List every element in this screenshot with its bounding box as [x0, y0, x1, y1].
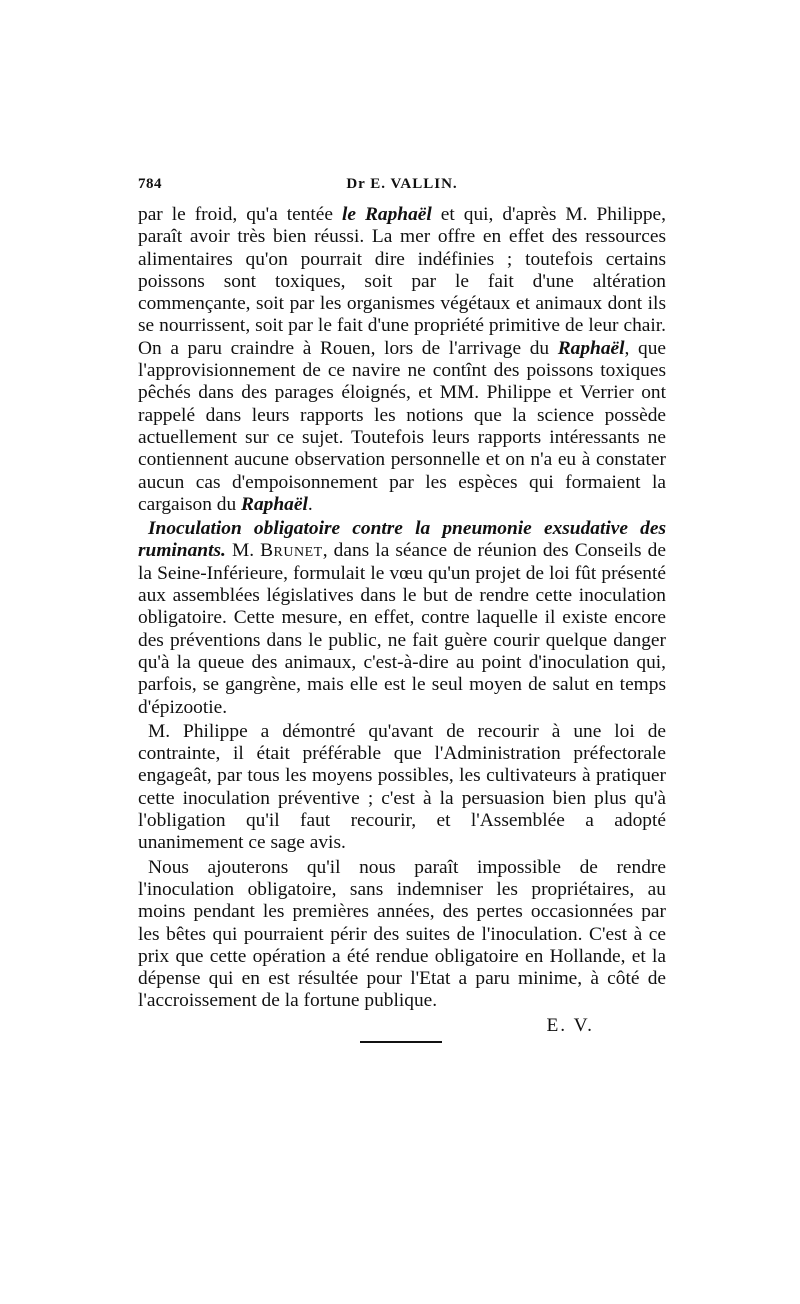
author-name-brunet: Brunet: [260, 540, 323, 562]
end-rule: [360, 1041, 442, 1043]
ship-name-italic: Raphaël: [557, 337, 625, 359]
paragraph-philippe: M. Philippe a démontré qu'avant de recourir à une loi de contrainte, il était préférable que l'Administration préfectorale engageât, par tous les moyens possibles, les cultivateurs à pratiquer cette inoculation préventive ; c'est à la persuasion bien plus qu'à l'obligation qu'il faut recourir, et l'Assemblée a adopté unanimement ce sage avis.: [138, 720, 666, 854]
paragraph-inoculation: [138, 518, 666, 719]
paragraph-raphael-part-c: et qui, d'après M. Philippe, paraît avoir très bien réussi. La mer offre en effet des ressources alimentaires qu'on pourrait dire indéfinies ; toutefois certains poissons sont toxiques, soit par le fait d'une altération commençante, soit par les organismes végétaux et animaux dont ils se nourrissent, soit par le fait d'une propriété primitive de leur chair. On a paru craindre à Rouen, lors de l'arrivage du: [138, 204, 666, 359]
paragraph-conclusion: Nous ajouterons qu'il nous paraît impossible de rendre l'inoculation obligatoire, sans indemniser les propriétaires, au moins pendant les premières années, des pertes occasionnées par les bêtes qui pourraient périr des suites de l'inoculation. C'est à ce prix que cette opération a été rendue obligatoire en Hollande, et la dépense qui en est résultée pour l'Etat a paru minime, à côté de l'accroissement de la fortune publique.: [138, 856, 666, 1012]
running-head: [138, 176, 666, 204]
body-text: [138, 204, 666, 1013]
paragraph-raphael-part-e: , que l'approvisionnement de ce navire ne contînt des poissons toxiques pêchés dans des parages éloignés, et MM. Philippe et Verrier ont rappelé dans leurs rapports les notions que la science possède actuellement sur ce sujet. Toutefois leurs rapports intéressants ne contiennent aucune observation personnelle et on n'a eu à constater aucun cas d'empoisonnement par les espèces qui formaient la cargaison du: [138, 337, 666, 515]
page: [138, 176, 666, 1043]
paragraph-raphael: [138, 204, 666, 516]
section-heading-inoculation: Inoculation obligatoire contre la pneumonie exsudative des ruminants.: [138, 518, 666, 562]
paragraph-inoculation-rest: , dans la séance de réunion des Conseils de la Seine-Inférieure, formulait le vœu qu'un projet de loi fût présenté aux assemblées législatives dans le but de rendre cette inoculation obligatoire. Cette mesure, en effet, contre laquelle il existe encore des préventions dans le public, ne fait guère courir quelque danger qu'à la queue des animaux, c'est-à-dire au point d'inoculation qui, parfois, se gangrène, mais elle est le seul moyen de salut en temps d'épizootie.: [138, 540, 666, 718]
paragraph-raphael-part-g: .: [307, 493, 313, 515]
paragraph-inoculation-m: M.: [225, 540, 261, 562]
ship-name-italic: Raphaël: [241, 493, 308, 515]
ship-name-italic: le Raphaël: [342, 204, 432, 225]
signature: E. V.: [546, 1014, 594, 1036]
running-title: Dr E. VALLIN.: [346, 176, 458, 192]
page-number: 784: [138, 176, 162, 192]
paragraph-raphael-part-a: par le froid, qu'a tentée: [138, 204, 342, 225]
